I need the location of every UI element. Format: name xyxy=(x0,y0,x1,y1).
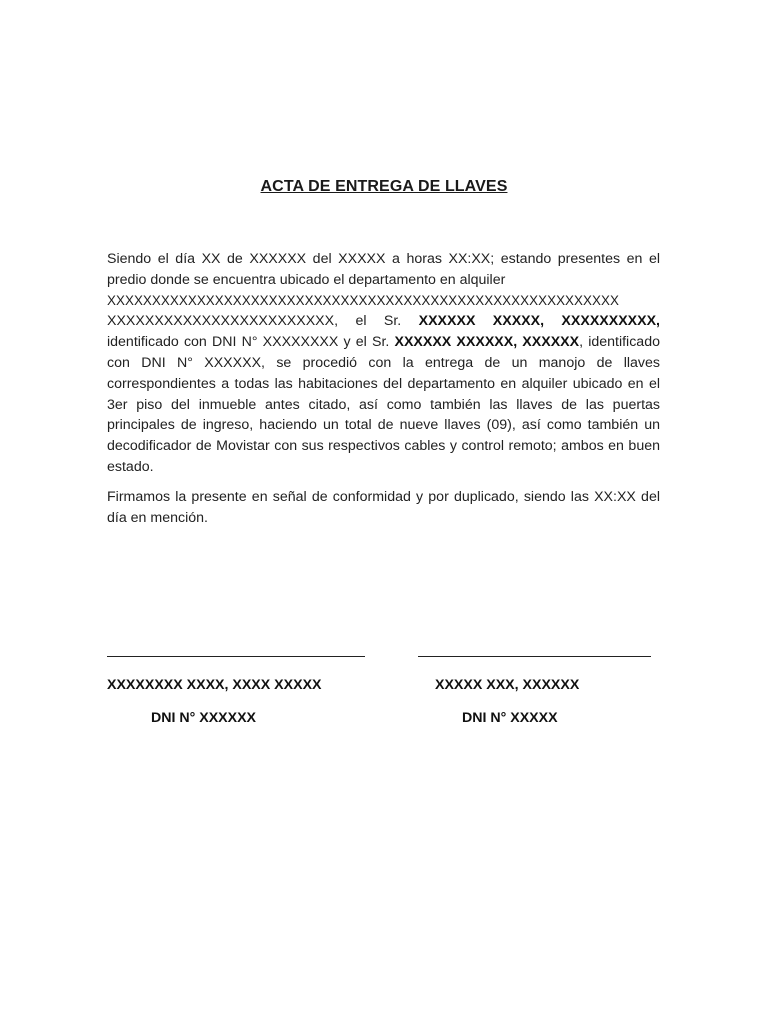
sr1-dni-text: identificado con DNI N° XXXXXXXX y el Sr. xyxy=(107,334,395,351)
signatory-dni-left: DNI N° XXXXXX xyxy=(151,710,257,726)
signature-line-left xyxy=(107,656,365,657)
address-placeholder-line-2: XXXXXXXXXXXXXXXXXXXXXXXX xyxy=(107,313,335,330)
address-placeholder-line-1: XXXXXXXXXXXXXXXXXXXXXXXXXXXXXXXXXXXXXXXXXXXXXXXXXXXXXXXXX xyxy=(107,292,619,308)
document-title: ACTA DE ENTREGA DE LLAVES xyxy=(260,178,508,195)
paragraph-delivery-details xyxy=(107,249,660,478)
paragraph-rest: , identificado con DNI N° XXXXXX, se procedió con la entrega de un manojo de llaves correspondientes a todas las habitaciones del departamento en alquiler ubicado en el 3er piso del inmueble antes citado, así como también las llaves de las puertas principales de ingreso, haciendo un total de nueve llaves (09), así como también un decodificador de Movistar con sus respectivos cables y control remoto; ambos en buen estado. xyxy=(107,334,660,475)
signatory-name-right: XXXXX XXX, XXXXXX xyxy=(435,677,580,693)
sr2-name: XXXXXX XXXXXX, XXXXXX xyxy=(394,334,580,351)
signature-line-right xyxy=(418,656,651,657)
sr1-prefix: , el Sr. xyxy=(334,313,419,330)
signatory-dni-right: DNI N° XXXXX xyxy=(462,710,558,726)
paragraph-conformity: Firmamos la presente en señal de conformidad y por duplicado, siendo las XX:XX del día en mención. xyxy=(107,489,660,526)
signatory-name-left: XXXXXXXX XXXX, XXXX XXXXX xyxy=(107,677,322,693)
paragraph-intro: Siendo el día XX de XXXXXX del XXXXX a horas XX:XX; estando presentes en el predio donde se encuentra ubicado el departamento en alquiler xyxy=(107,251,660,288)
sr1-name: XXXXXX XXXXX, XXXXXXXXXX, xyxy=(418,313,661,330)
